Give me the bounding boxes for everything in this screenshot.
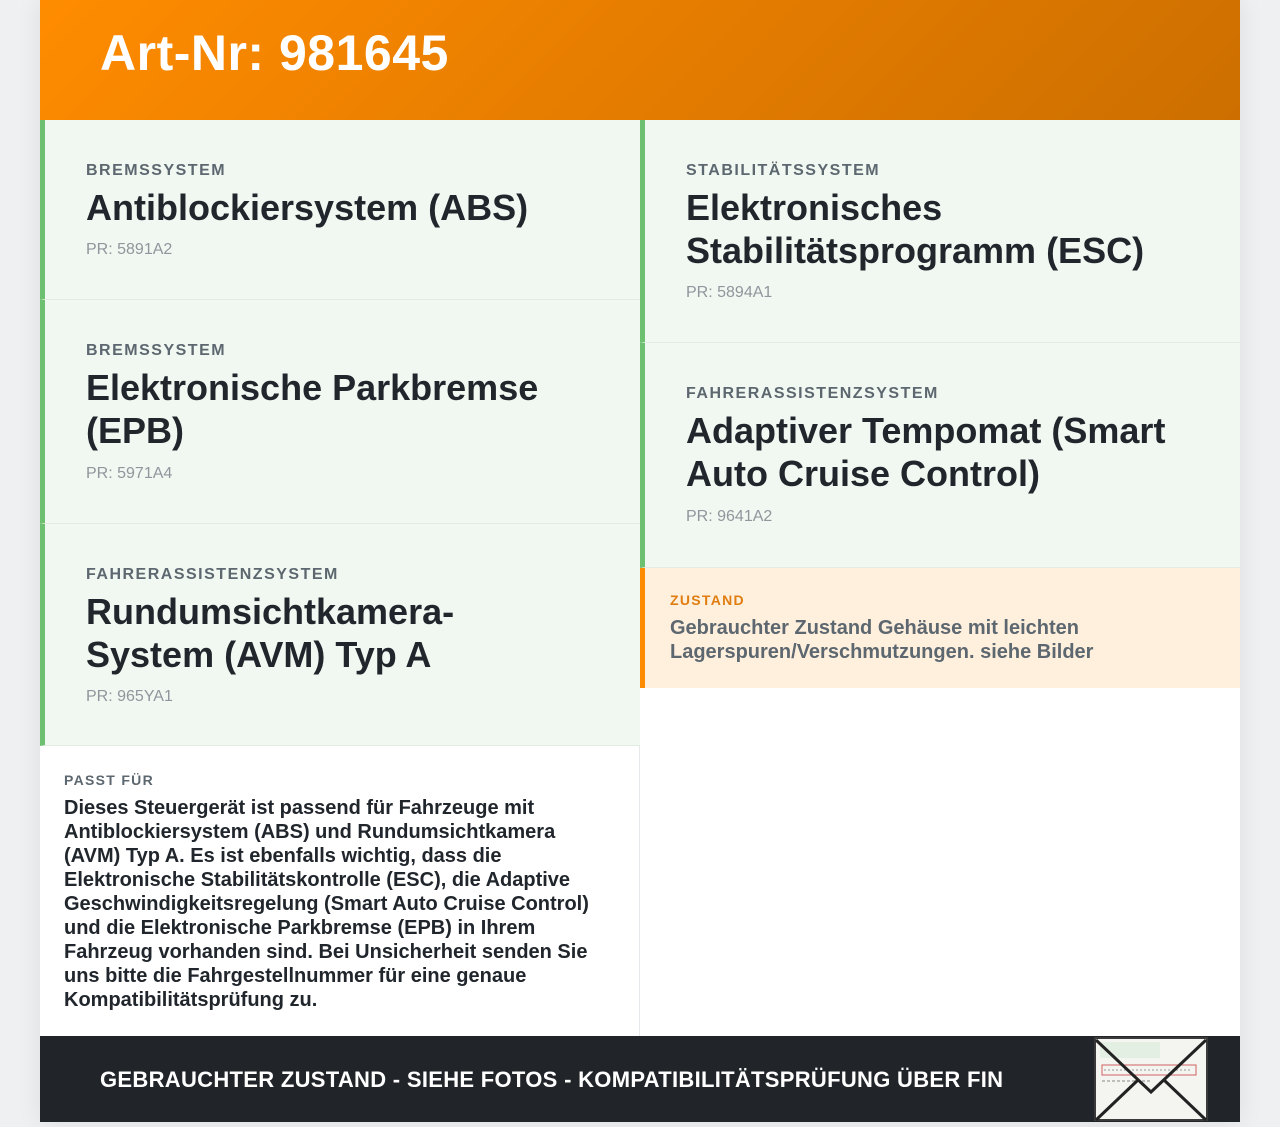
envelope-icon <box>1092 1036 1210 1122</box>
feature-card-acc <box>640 343 1240 568</box>
content-columns <box>40 120 1240 1036</box>
compatibility-text: Dieses Steuergerät ist passend für Fahrzeuge mit Antiblockiersystem (ABS) und Rundumsichtkamera (AVM) Typ A. Es ist ebenfalls wichtig, dass die Elektronische Stabilitätskontrolle (ESC), die Adaptive Geschwindigkeitsregelung (Smart Auto Cruise Control) und die Elektronische Parkbremse (EPB) in Ihrem Fahrzeug vorhanden sind. Bei Unsicherheit senden Sie uns bitte die Fahrgestellnummer für eine genaue Kompatibilitätsprüfung zu. <box>64 797 589 1011</box>
feature-pr-code: PR: 5894A1 <box>686 284 773 301</box>
condition-box <box>640 568 1240 688</box>
feature-pr-code: PR: 5891A2 <box>86 241 173 258</box>
feature-category: FAHRERASSISTENZSYSTEM <box>686 385 939 402</box>
feature-card-esc <box>640 120 1240 343</box>
left-column <box>40 120 640 1036</box>
feature-name: Elektronische Parkbremse (EPB) <box>86 367 539 451</box>
compatibility-label: PASST FÜR <box>64 772 154 788</box>
header-banner <box>40 0 1240 120</box>
feature-pr-code: PR: 9641A2 <box>686 508 773 525</box>
feature-name: Rundumsichtkamera-System (AVM) Typ A <box>86 591 455 675</box>
feature-category: FAHRERASSISTENZSYSTEM <box>86 566 339 583</box>
feature-name: Elektronisches Stabilitätsprogramm (ESC) <box>686 187 1145 271</box>
feature-card-avm <box>40 524 640 746</box>
envelope-icon-graphic <box>1092 1036 1210 1122</box>
footer-notice: GEBRAUCHTER ZUSTAND - SIEHE FOTOS - KOMPATIBILITÄTSPRÜFUNG ÜBER FIN <box>100 1067 1004 1092</box>
feature-name: Adaptiver Tempomat (Smart Auto Cruise Control) <box>686 410 1166 494</box>
feature-pr-code: PR: 965YA1 <box>86 688 173 705</box>
feature-pr-code: PR: 5971A4 <box>86 465 173 482</box>
footer-bar <box>40 1036 1240 1122</box>
feature-category: BREMSSYSTEM <box>86 342 227 359</box>
feature-category: BREMSSYSTEM <box>86 162 227 179</box>
feature-category: STABILITÄTSSYSTEM <box>686 162 881 179</box>
article-number-title: Art-Nr: 981645 <box>100 25 449 81</box>
right-column <box>640 120 1240 1036</box>
feature-card-abs <box>40 120 640 300</box>
condition-text: Gebrauchter Zustand Gehäuse mit leichten Lagerspuren/Verschmutzungen. siehe Bilder <box>670 617 1094 663</box>
feature-card-epb <box>40 300 640 524</box>
listing-page <box>40 0 1240 1122</box>
feature-name: Antiblockiersystem (ABS) <box>86 187 529 228</box>
condition-label: ZUSTAND <box>670 592 745 608</box>
